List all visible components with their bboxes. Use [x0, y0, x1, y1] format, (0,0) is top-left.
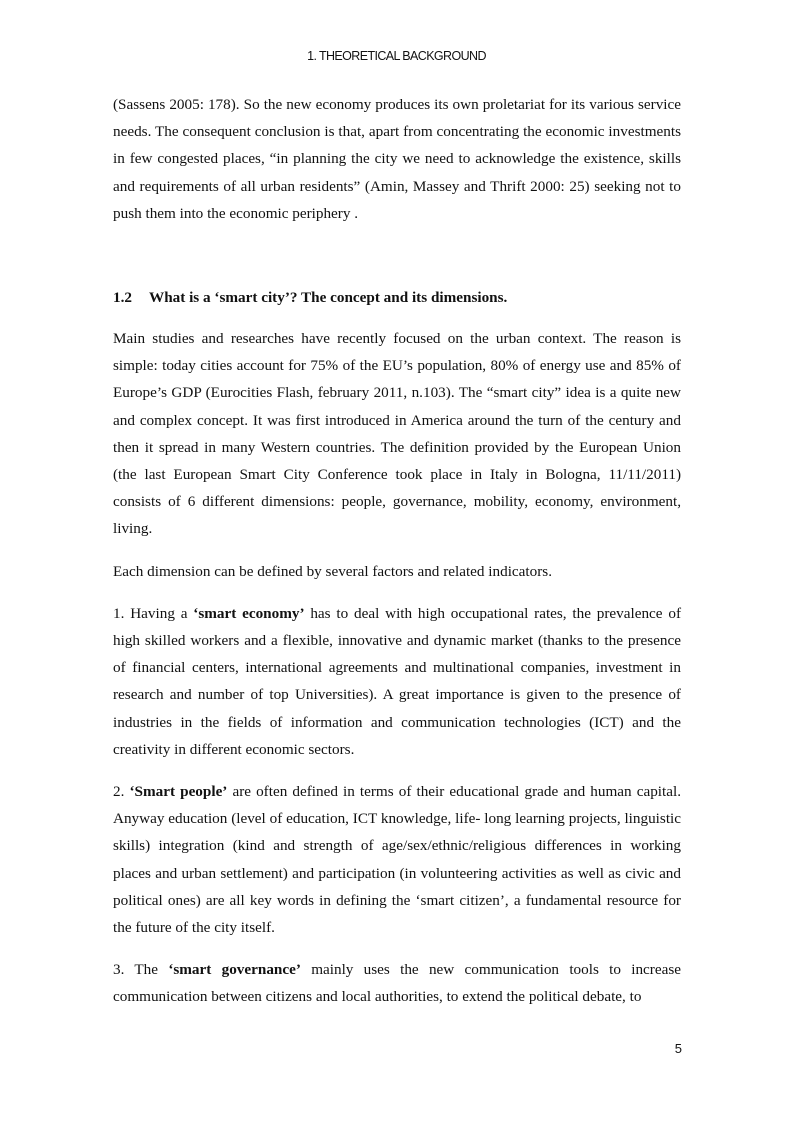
paragraph-sassens: (Sassens 2005: 178). So the new economy produces its own proletariat for its various service needs. The consequent conclusion is that, apart from concentrating the economic investments in few congested places, “in planning the city we need to acknowledge the existence, skills and requirements of all urban residents” (Amin, Massey and Thrift 2000: 25) seeking not to push them into the economic periphery .	[113, 96, 681, 222]
smart-governance-term: ‘smart governance’	[168, 961, 301, 979]
smart-economy-prefix: 1. Having a	[113, 604, 194, 622]
smart-economy-term: ‘smart economy’	[193, 604, 305, 622]
smart-people-prefix: 2.	[113, 783, 130, 801]
body-text-top	[113, 91, 681, 227]
paragraph-urban-context: Main studies and researches have recently focused on the urban context. The reason is simple: today cities account for 75% of the EU’s population, 80% of energy use and 85% of Europe’s GDP (Eurocities Flash, february 2011, n.103). The “smart city” idea is a quite new and complex concept. It was first introduced in America around the turn of the century and then it spread in many Western countries. The definition provided by the European Union (the last European Smart City Conference took place in Italy in Bologna, 11/11/2011) consists of 6 different dimensions: people, governance, mobility, economy, environment, living.	[113, 330, 681, 538]
running-header: 1. THEORETICAL BACKGROUND	[307, 49, 486, 63]
body-text-section	[113, 325, 681, 1026]
paragraph-dimensions: Each dimension can be defined by several factors and related indicators.	[113, 562, 552, 580]
page-number: 5	[674, 1041, 682, 1056]
paragraph-smart-people	[113, 778, 681, 941]
section-number: 1.2	[113, 289, 132, 306]
smart-governance-prefix: 3. The	[113, 961, 169, 979]
smart-governance-text: mainly uses the new communication tools to increase communication between citizens and local authorities, to extend the political debate, to	[113, 961, 681, 1006]
paragraph-smart-governance	[113, 956, 681, 1010]
paragraph-smart-economy	[113, 600, 681, 763]
smart-people-text: are often defined in terms of their educational grade and human capital. Anyway education (level of education, ICT knowledge, life- long learning projects, linguistic skills) integration (kind and strength of age/sex/ethnic/religious differences in working places and urban settlement) and participation (in volunteering activities as well as civic and political ones) are all key words in defining the ‘smart citizen’, a fundamental resource for the future of the city itself.	[113, 783, 682, 937]
smart-economy-text: has to deal with high occupational rates, the prevalence of high skilled workers and a flexible, innovative and dynamic market (thanks to the presence of financial centers, international agreements and multinational companies, investment in research and number of top Universities). A great importance is given to the presence of industries in the fields of information and communication technologies (ICT) and the creativity in different economic sectors.	[113, 604, 682, 758]
section-heading	[113, 284, 681, 311]
section-title: What is a ‘smart city’? The concept and its dimensions.	[149, 289, 508, 306]
smart-people-term: ‘Smart people’	[129, 783, 228, 801]
